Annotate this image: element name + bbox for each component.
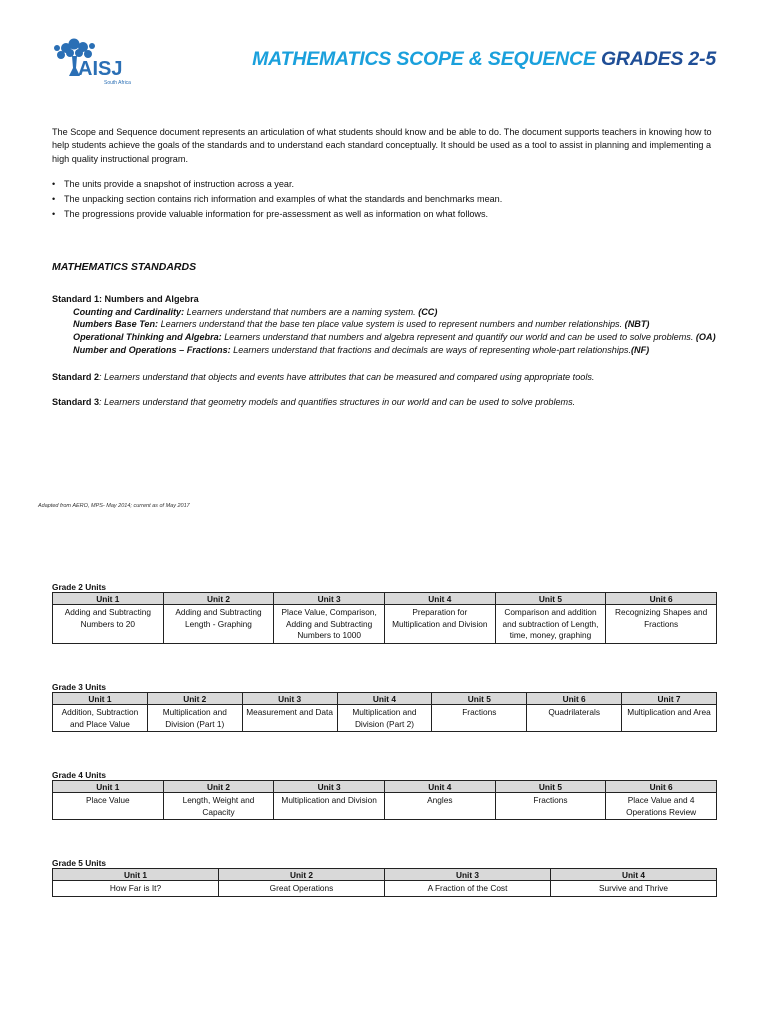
table-row	[53, 881, 717, 897]
table-header: Unit 1	[53, 869, 219, 881]
table-row	[53, 605, 717, 644]
table-header: Unit 2	[163, 593, 274, 605]
table-cell: Great Operations	[219, 881, 385, 897]
substandard-code: (OA)	[695, 332, 716, 343]
standard-1	[52, 293, 716, 357]
table-cell: Measurement and Data	[242, 705, 337, 732]
substandard-name: Numbers Base Ten:	[73, 319, 159, 330]
table-header: Unit 3	[274, 593, 385, 605]
substandard-name: Counting and Cardinality:	[73, 306, 185, 317]
table-cell: Place Value and 4 Operations Review	[606, 793, 717, 820]
substandard-cc	[52, 306, 716, 319]
substandard-code: (CC)	[418, 306, 438, 317]
table-header: Unit 3	[274, 781, 385, 793]
bullet-list	[52, 177, 720, 222]
table-header-row	[53, 869, 717, 881]
title-main: MATHEMATICS SCOPE & SEQUENCE	[252, 48, 596, 70]
table-header: Unit 4	[384, 781, 495, 793]
grade-3-table	[52, 692, 717, 732]
table-row	[53, 705, 717, 732]
table-cell: Adding and Subtracting Length - Graphing	[163, 605, 274, 644]
table-cell: Fractions	[432, 705, 527, 732]
table-cell: Place Value	[53, 793, 164, 820]
table-header-row	[53, 693, 717, 705]
table-cell: Fractions	[495, 793, 606, 820]
table-header: Unit 2	[219, 869, 385, 881]
table-header: Unit 6	[527, 693, 622, 705]
table-header: Unit 2	[163, 781, 274, 793]
table-cell: A Fraction of the Cost	[385, 881, 551, 897]
table-header: Unit 4	[337, 693, 432, 705]
table-header: Unit 1	[53, 781, 164, 793]
page-title	[252, 48, 716, 71]
table-header: Unit 4	[551, 869, 717, 881]
grade-4-table	[52, 780, 717, 820]
table-cell: Adding and Subtracting Numbers to 20	[53, 605, 164, 644]
substandard-code: (NF)	[631, 344, 650, 355]
substandard-code: (NBT)	[624, 319, 650, 330]
intro-paragraph: The Scope and Sequence document represents an articulation of what students should know and be able to do. The document supports teachers in knowing how to help students achieve the goals of the standards and to understand each standard conceptually. It should be used as a tool to assist in planning and implementing a high quality instructional program.	[52, 127, 712, 164]
table-cell: Angles	[384, 793, 495, 820]
standards-heading: MATHEMATICS STANDARDS	[52, 261, 197, 273]
grade-2-table	[52, 592, 717, 644]
bullet-item: • The progressions provide valuable information for pre-assessment as well as information on what follows.	[52, 207, 720, 222]
table-cell: Survive and Thrive	[551, 881, 717, 897]
table-header: Unit 4	[384, 593, 495, 605]
table-cell: Place Value, Comparison, Adding and Subtracting Numbers to 1000	[274, 605, 385, 644]
standard-3-text: : Learners understand that geometry models and quantifies structures in our world and can be used to solve problems.	[99, 397, 576, 407]
table-header: Unit 2	[147, 693, 242, 705]
table-cell: Multiplication and Division (Part 1)	[147, 705, 242, 732]
standard-3-label: Standard 3	[52, 397, 99, 407]
table-cell: How Far is It?	[53, 881, 219, 897]
logo-text: AISJ	[78, 58, 123, 80]
source-note: Adapted from AERO, MPS- May 2014; current as of May 2017	[38, 503, 190, 509]
substandard-text: Learners understand that fractions and decimals are ways of representing whole-part relationships.	[230, 344, 631, 355]
table-header: Unit 5	[495, 593, 606, 605]
table-cell: Multiplication and Area	[622, 705, 717, 732]
table-header: Unit 3	[385, 869, 551, 881]
table-header: Unit 5	[495, 781, 606, 793]
substandard-nbt	[52, 318, 716, 331]
table-header-row	[53, 781, 717, 793]
table-row	[53, 793, 717, 820]
grade-2-label: Grade 2 Units	[52, 582, 106, 592]
grade-5-label: Grade 5 Units	[52, 858, 106, 868]
table-cell: Comparison and addition and subtraction of Length, time, money, graphing	[495, 605, 606, 644]
table-header: Unit 5	[432, 693, 527, 705]
table-header: Unit 6	[606, 593, 717, 605]
table-header: Unit 1	[53, 593, 164, 605]
table-cell: Length, Weight and Capacity	[163, 793, 274, 820]
standard-3	[52, 396, 575, 409]
grade-3-label: Grade 3 Units	[52, 682, 106, 692]
substandard-name: Number and Operations – Fractions:	[73, 344, 231, 355]
substandard-nf	[52, 344, 716, 357]
table-header: Unit 6	[606, 781, 717, 793]
table-header-row	[53, 593, 717, 605]
substandard-text: Learners understand that numbers are a naming system.	[184, 306, 419, 317]
substandard-name: Operational Thinking and Algebra:	[73, 332, 222, 343]
table-cell: Quadrilaterals	[527, 705, 622, 732]
standard-2-label: Standard 2	[52, 372, 99, 382]
bullet-item: • The units provide a snapshot of instruction across a year.	[52, 177, 720, 192]
standard-1-title	[52, 293, 716, 306]
substandard-text: Learners understand that the base ten place value system is used to represent numbers and number relationships.	[158, 319, 625, 330]
table-header: Unit 7	[622, 693, 717, 705]
standard-2-text: : Learners understand that objects and events have attributes that can be measured and compared using appropriate tools.	[99, 372, 595, 382]
grade-4-label: Grade 4 Units	[52, 770, 106, 780]
table-cell: Multiplication and Division (Part 2)	[337, 705, 432, 732]
standard-1-name: : Numbers and Algebra	[99, 294, 199, 304]
substandard-oa	[52, 331, 716, 344]
aisj-logo	[52, 38, 144, 92]
bullet-item: • The unpacking section contains rich information and examples of what the standards and benchmarks mean.	[52, 192, 720, 207]
table-cell: Addition, Subtraction and Place Value	[53, 705, 148, 732]
table-cell: Preparation for Multiplication and Division	[384, 605, 495, 644]
table-header: Unit 1	[53, 693, 148, 705]
logo-subtext: South Africa	[104, 80, 131, 86]
grade-5-table	[52, 868, 717, 897]
table-cell: Multiplication and Division	[274, 793, 385, 820]
table-cell: Recognizing Shapes and Fractions	[606, 605, 717, 644]
table-header: Unit 3	[242, 693, 337, 705]
standard-1-label: Standard 1	[52, 294, 99, 304]
title-grades: GRADES 2-5	[600, 48, 716, 70]
substandard-text: Learners understand that numbers and algebra represent and quantify our world and can be used to solve problems.	[221, 332, 696, 343]
tree-logo-icon	[52, 38, 144, 92]
standard-2	[52, 371, 594, 384]
